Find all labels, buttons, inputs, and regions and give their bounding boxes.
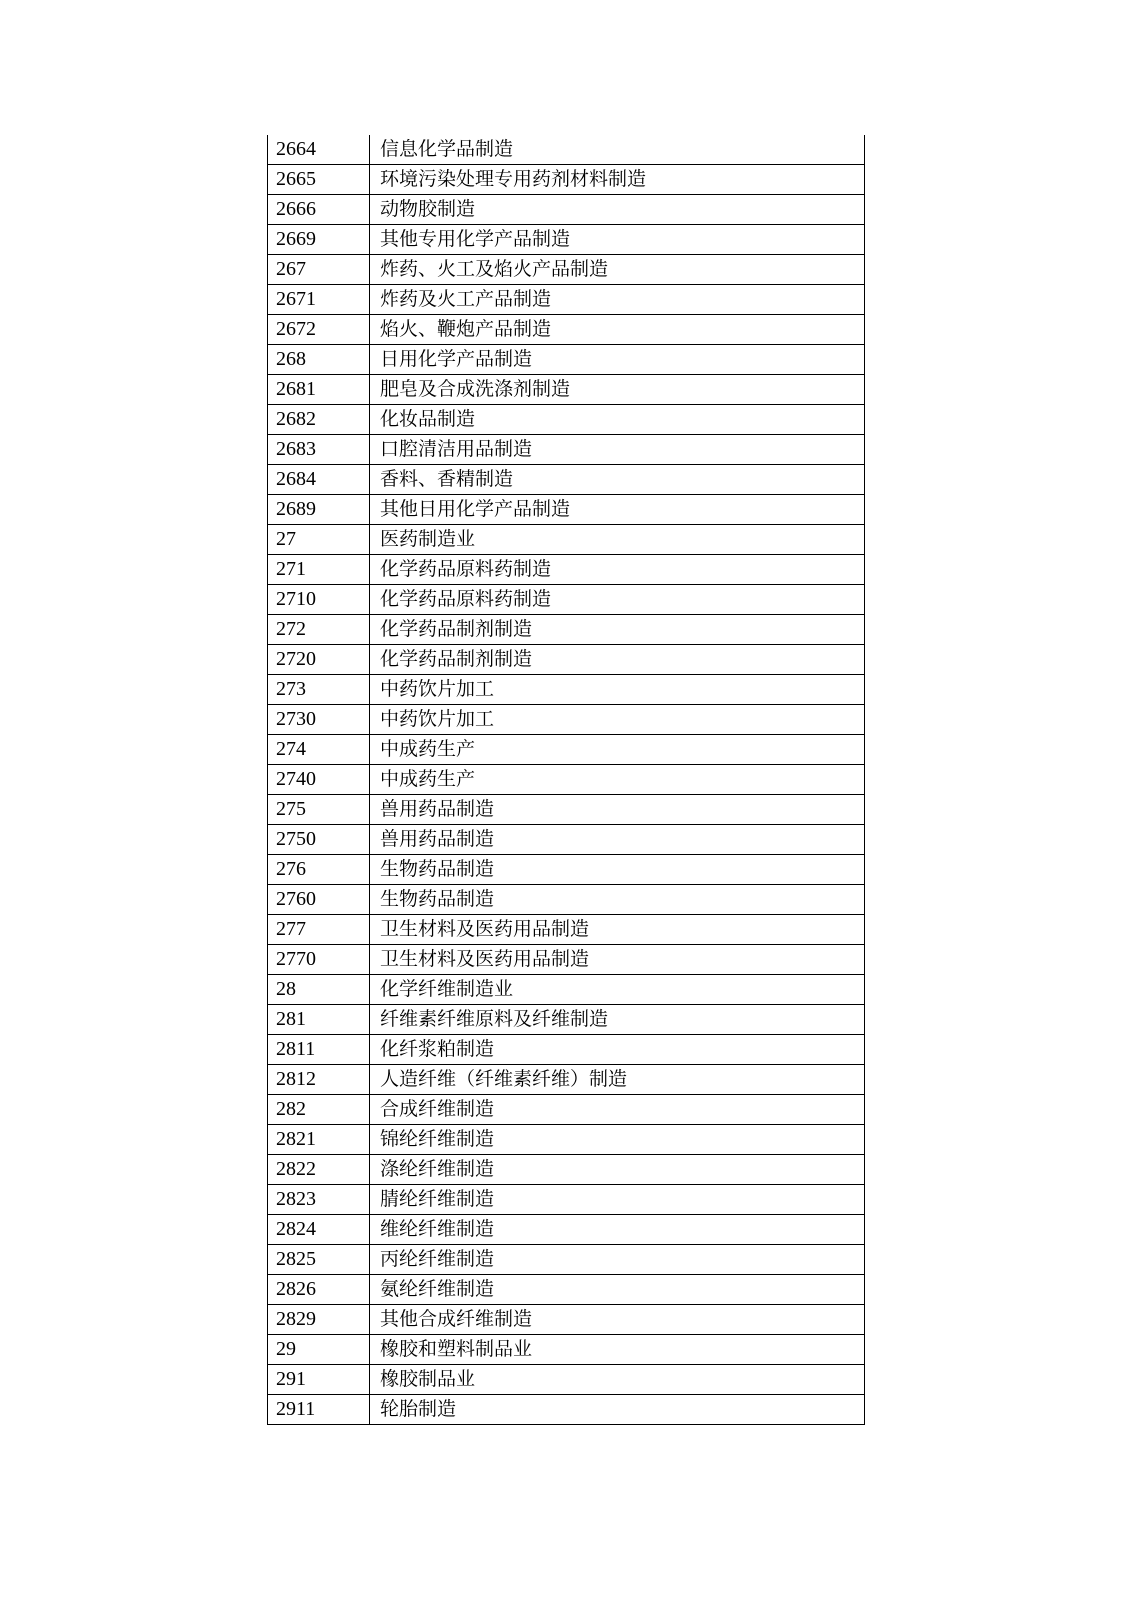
industry-code-cell: 2822 xyxy=(268,1155,370,1185)
industry-code-cell: 267 xyxy=(268,255,370,285)
industry-code-cell: 2669 xyxy=(268,225,370,255)
table-row xyxy=(268,405,865,435)
table-row xyxy=(268,1275,865,1305)
industry-code-cell: 2689 xyxy=(268,495,370,525)
industry-code-cell: 2750 xyxy=(268,825,370,855)
industry-code-cell: 2911 xyxy=(268,1395,370,1425)
industry-name-cell: 香料、香精制造 xyxy=(370,465,865,495)
industry-name-cell: 口腔清洁用品制造 xyxy=(370,435,865,465)
table-row xyxy=(268,795,865,825)
industry-code-cell: 273 xyxy=(268,675,370,705)
industry-name-cell: 中成药生产 xyxy=(370,765,865,795)
industry-code-cell: 28 xyxy=(268,975,370,1005)
industry-name-cell: 肥皂及合成洗涤剂制造 xyxy=(370,375,865,405)
table-row xyxy=(268,945,865,975)
industry-code-cell: 2720 xyxy=(268,645,370,675)
table-row xyxy=(268,165,865,195)
table-row xyxy=(268,255,865,285)
industry-name-cell: 氨纶纤维制造 xyxy=(370,1275,865,1305)
industry-code-cell: 2683 xyxy=(268,435,370,465)
table-row xyxy=(268,465,865,495)
industry-name-cell: 焰火、鞭炮产品制造 xyxy=(370,315,865,345)
table-row xyxy=(268,1095,865,1125)
industry-name-cell: 中成药生产 xyxy=(370,735,865,765)
industry-name-cell: 其他合成纤维制造 xyxy=(370,1305,865,1335)
industry-name-cell: 动物胶制造 xyxy=(370,195,865,225)
industry-name-cell: 中药饮片加工 xyxy=(370,675,865,705)
industry-name-cell: 化学药品制剂制造 xyxy=(370,615,865,645)
industry-name-cell: 人造纤维（纤维素纤维）制造 xyxy=(370,1065,865,1095)
industry-name-cell: 医药制造业 xyxy=(370,525,865,555)
table-row xyxy=(268,375,865,405)
industry-code-cell: 2826 xyxy=(268,1275,370,1305)
table-row xyxy=(268,555,865,585)
industry-name-cell: 其他日用化学产品制造 xyxy=(370,495,865,525)
industry-name-cell: 中药饮片加工 xyxy=(370,705,865,735)
industry-name-cell: 化学药品原料药制造 xyxy=(370,585,865,615)
industry-name-cell: 涤纶纤维制造 xyxy=(370,1155,865,1185)
industry-name-cell: 橡胶制品业 xyxy=(370,1365,865,1395)
industry-name-cell: 维纶纤维制造 xyxy=(370,1215,865,1245)
table-row xyxy=(268,1305,865,1335)
table-row xyxy=(268,345,865,375)
industry-code-cell: 2682 xyxy=(268,405,370,435)
table-row xyxy=(268,1185,865,1215)
industry-code-cell: 2823 xyxy=(268,1185,370,1215)
table-row xyxy=(268,675,865,705)
industry-name-cell: 其他专用化学产品制造 xyxy=(370,225,865,255)
table-row xyxy=(268,1335,865,1365)
industry-code-cell: 27 xyxy=(268,525,370,555)
industry-code-cell: 2740 xyxy=(268,765,370,795)
industry-code-cell: 275 xyxy=(268,795,370,825)
industry-code-cell: 274 xyxy=(268,735,370,765)
industry-code-cell: 2730 xyxy=(268,705,370,735)
industry-code-cell: 2811 xyxy=(268,1035,370,1065)
table-body xyxy=(268,135,865,1425)
industry-name-cell: 化学纤维制造业 xyxy=(370,975,865,1005)
industry-name-cell: 炸药及火工产品制造 xyxy=(370,285,865,315)
industry-code-cell: 277 xyxy=(268,915,370,945)
table-row xyxy=(268,195,865,225)
industry-code-cell: 2710 xyxy=(268,585,370,615)
industry-code-cell: 2681 xyxy=(268,375,370,405)
industry-name-cell: 纤维素纤维原料及纤维制造 xyxy=(370,1005,865,1035)
industry-code-cell: 2760 xyxy=(268,885,370,915)
industry-name-cell: 腈纶纤维制造 xyxy=(370,1185,865,1215)
table-row xyxy=(268,615,865,645)
industry-code-cell: 2665 xyxy=(268,165,370,195)
industry-name-cell: 生物药品制造 xyxy=(370,855,865,885)
industry-code-cell: 29 xyxy=(268,1335,370,1365)
industry-code-cell: 271 xyxy=(268,555,370,585)
industry-name-cell: 兽用药品制造 xyxy=(370,825,865,855)
table-row xyxy=(268,705,865,735)
industry-code-table xyxy=(267,135,865,1425)
industry-code-cell: 2664 xyxy=(268,135,370,165)
industry-name-cell: 炸药、火工及焰火产品制造 xyxy=(370,255,865,285)
table-row xyxy=(268,1155,865,1185)
industry-name-cell: 丙纶纤维制造 xyxy=(370,1245,865,1275)
industry-name-cell: 信息化学品制造 xyxy=(370,135,865,165)
table-row xyxy=(268,525,865,555)
industry-code-cell: 2666 xyxy=(268,195,370,225)
table-row xyxy=(268,825,865,855)
table-row xyxy=(268,1125,865,1155)
industry-name-cell: 化纤浆粕制造 xyxy=(370,1035,865,1065)
industry-name-cell: 锦纶纤维制造 xyxy=(370,1125,865,1155)
industry-name-cell: 化妆品制造 xyxy=(370,405,865,435)
table-row xyxy=(268,1065,865,1095)
table-row xyxy=(268,1035,865,1065)
table-row xyxy=(268,1215,865,1245)
industry-name-cell: 日用化学产品制造 xyxy=(370,345,865,375)
table-row xyxy=(268,435,865,465)
industry-code-cell: 276 xyxy=(268,855,370,885)
industry-code-cell: 2672 xyxy=(268,315,370,345)
industry-code-cell: 291 xyxy=(268,1365,370,1395)
industry-name-cell: 环境污染处理专用药剂材料制造 xyxy=(370,165,865,195)
table-row xyxy=(268,735,865,765)
table-row xyxy=(268,765,865,795)
industry-code-cell: 282 xyxy=(268,1095,370,1125)
industry-code-cell: 268 xyxy=(268,345,370,375)
table-row xyxy=(268,855,865,885)
table-row xyxy=(268,1005,865,1035)
industry-code-cell: 2770 xyxy=(268,945,370,975)
table-row xyxy=(268,225,865,255)
table-row xyxy=(268,975,865,1005)
table-row xyxy=(268,585,865,615)
industry-name-cell: 卫生材料及医药用品制造 xyxy=(370,945,865,975)
table-row xyxy=(268,1395,865,1425)
table-row xyxy=(268,645,865,675)
industry-name-cell: 化学药品制剂制造 xyxy=(370,645,865,675)
industry-code-cell: 2684 xyxy=(268,465,370,495)
table-row xyxy=(268,315,865,345)
industry-code-cell: 2671 xyxy=(268,285,370,315)
table-row xyxy=(268,495,865,525)
industry-name-cell: 化学药品原料药制造 xyxy=(370,555,865,585)
industry-code-cell: 2821 xyxy=(268,1125,370,1155)
industry-code-cell: 272 xyxy=(268,615,370,645)
industry-code-cell: 2825 xyxy=(268,1245,370,1275)
industry-name-cell: 卫生材料及医药用品制造 xyxy=(370,915,865,945)
table-row xyxy=(268,1245,865,1275)
industry-code-cell: 2824 xyxy=(268,1215,370,1245)
industry-name-cell: 合成纤维制造 xyxy=(370,1095,865,1125)
table-row xyxy=(268,885,865,915)
table-row xyxy=(268,135,865,165)
industry-code-cell: 2812 xyxy=(268,1065,370,1095)
industry-code-cell: 2829 xyxy=(268,1305,370,1335)
industry-name-cell: 生物药品制造 xyxy=(370,885,865,915)
table-row xyxy=(268,1365,865,1395)
industry-name-cell: 橡胶和塑料制品业 xyxy=(370,1335,865,1365)
table-row xyxy=(268,915,865,945)
industry-name-cell: 轮胎制造 xyxy=(370,1395,865,1425)
industry-code-cell: 281 xyxy=(268,1005,370,1035)
table-row xyxy=(268,285,865,315)
industry-name-cell: 兽用药品制造 xyxy=(370,795,865,825)
